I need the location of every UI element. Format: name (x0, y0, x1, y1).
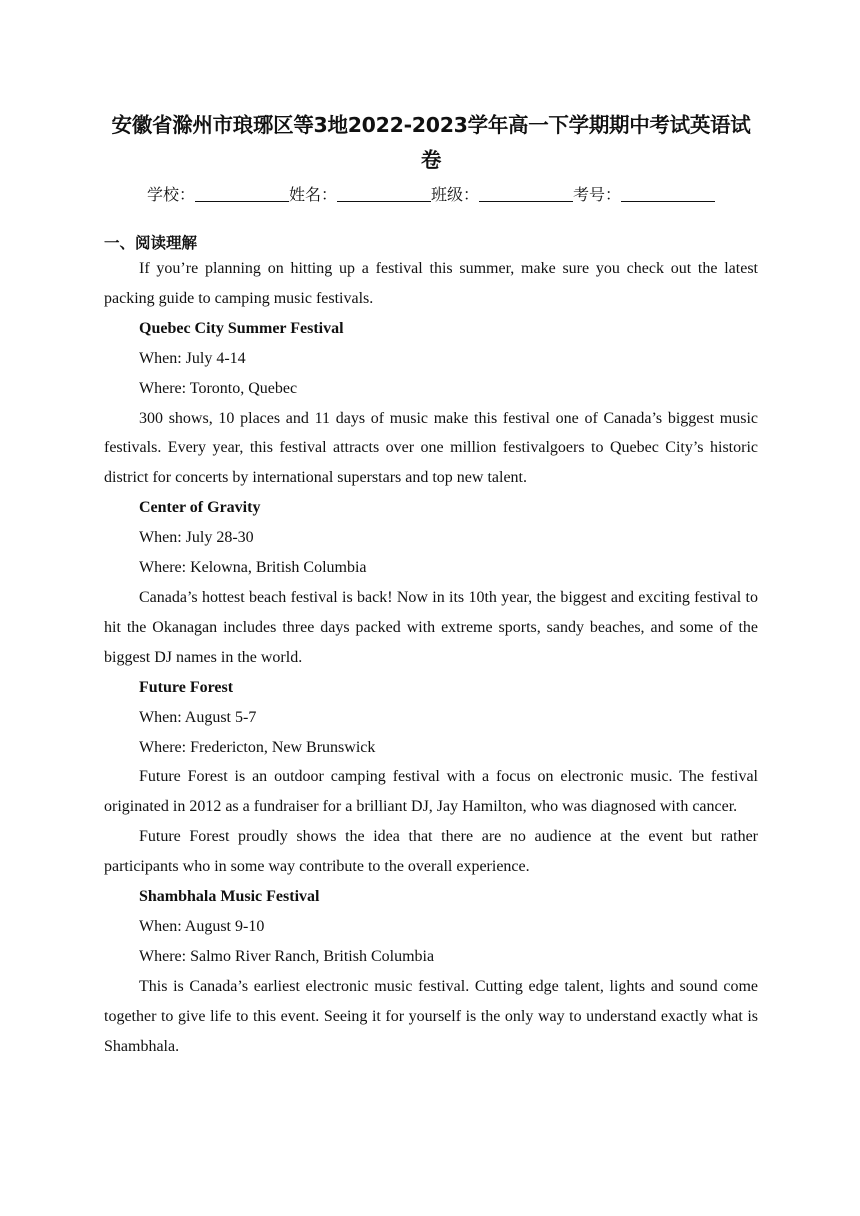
festival-when: When: July 4-14 (139, 349, 246, 367)
festival-description: Future Forest is an outdoor camping festival with a focus on electronic music. The festival originated in 2012 as a fundraiser for a brilliant DJ, Jay Hamilton, who was diagnosed with cancer. (104, 768, 758, 816)
school-blank[interactable] (195, 185, 289, 202)
festival-where: Where: Kelowna, British Columbia (139, 559, 367, 577)
festival-description: This is Canada’s earliest electronic music festival. Cutting edge talent, lights and sound come together to give life to this event. Seeing it for yourself is the only way to understand exactly what is Shambhala. (104, 977, 758, 1055)
festival-description: 300 shows, 10 places and 11 days of music make this festival one of Canada’s biggest music festivals. Every year, this festival attracts over one million festivalgoers to Quebec City’s historic district for concerts by international superstars and top new talent. (104, 409, 758, 487)
exam-number-label: 考号： (573, 185, 622, 204)
festival-name: Future Forest (139, 678, 234, 696)
festival-description: Future Forest proudly shows the idea that there are no audience at the event but rather participants who in some way contribute to the overall experience. (104, 828, 758, 876)
festival-where: Where: Toronto, Quebec (139, 379, 298, 397)
festival-when: When: August 5-7 (139, 708, 257, 726)
festival-name: Shambhala Music Festival (139, 888, 320, 906)
school-label: 学校： (146, 185, 195, 204)
festival-description: Canada’s hottest beach festival is back! Now in its 10th year, the biggest and exciting festival to hit the Okanagan includes three days packed with extreme sports, sandy beaches, and some of the biggest DJ names in the world. (104, 588, 758, 666)
page-title: 安徽省滁州市琅琊区等3地2022-2023学年高一下学期期中考试英语试卷 (111, 113, 751, 172)
festival-name: Center of Gravity (139, 499, 261, 517)
student-info-row (104, 182, 758, 208)
festival-when: When: July 28-30 (139, 529, 254, 547)
festival-name: Quebec City Summer Festival (139, 319, 344, 337)
festival-when: When: August 9-10 (139, 917, 265, 935)
intro-paragraph: If you’re planning on hitting up a festival this summer, make sure you check out the latest packing guide to camping music festivals. (104, 260, 758, 307)
reading-passage (104, 254, 758, 1061)
section-title: 一、阅读理解 (104, 234, 198, 252)
name-label: 姓名： (288, 185, 337, 204)
class-label: 班级： (431, 185, 480, 204)
exam-number-blank[interactable] (621, 185, 715, 202)
festival-where: Where: Salmo River Ranch, British Columbia (139, 947, 435, 965)
name-blank[interactable] (337, 185, 431, 202)
festival-where: Where: Fredericton, New Brunswick (139, 738, 376, 756)
class-blank[interactable] (479, 185, 573, 202)
